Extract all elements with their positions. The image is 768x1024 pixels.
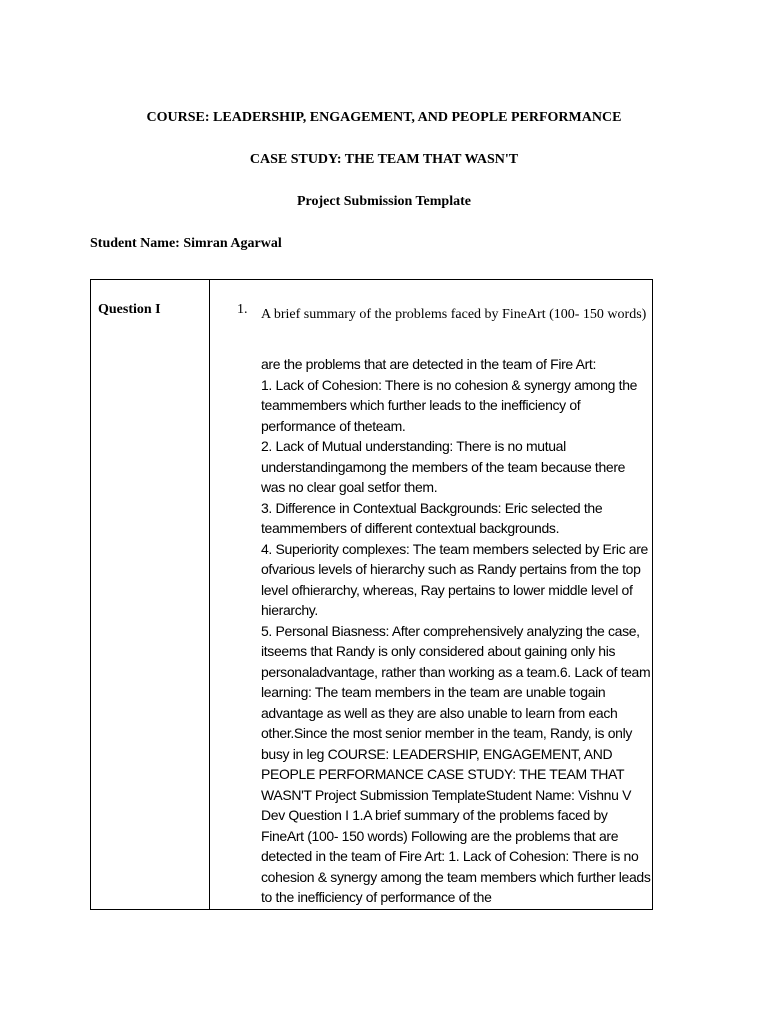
question-item-number: 1.: [237, 302, 248, 317]
column-divider: [209, 280, 210, 909]
question-label: Question I: [98, 302, 161, 317]
course-heading: COURSE: LEADERSHIP, ENGAGEMENT, AND PEOPLE PERFORMANCE: [146, 110, 622, 125]
question-text: A brief summary of the problems faced by FineArt (100- 150 words): [261, 307, 647, 322]
student-name: Student Name: Simran Agarwal: [90, 236, 282, 251]
template-heading: Project Submission Template: [297, 194, 471, 209]
case-study-heading: CASE STUDY: THE TEAM THAT WASN'T: [249, 152, 519, 167]
answer-text: are the problems that are detected in the team of Fire Art: 1. Lack of Cohesion: There is no cohesion & synergy among the teammembers which further leads to the inefficiency of performance of theteam. 2. Lack of Mutual understanding: There is no mutual understandingamong the members of the team because there was no clear goal setfor them. 3. Difference in Contextual Backgrounds: Eric selected the teammembers of different contextual backgrounds. 4. Superiority complexes: The team members selected by Eric are ofvarious levels of hierarchy such as Randy pertains from the top level ofhierarchy, whereas, Ray pertains to lower middle level of hierarchy. 5. Personal Biasness: After comprehensively analyzing the case, itseems that Randy is only considered about gaining only his personaladvantage, rather than working as a team.6. Lack of team learning: The team members in the team are unable togain advantage as well as they are also unable to learn from each other.Since the most senior member in the team, Randy, is only busy in leg COURSE: LEADERSHIP, ENGAGEMENT, AND PEOPLE PERFORMANCE CASE STUDY: THE TEAM THAT WASN'T Project Submission TemplateStudent Name: Vishnu V Dev Question I 1.A brief summary of the problems faced by FineArt (100- 150 words) Following are the problems that are detected in the team of Fire Art: 1. Lack of Cohesion: There is no cohesion & synergy among the team members which further leads to the inefficiency of performance of the: [261, 356, 651, 905]
submission-table: [90, 279, 653, 910]
